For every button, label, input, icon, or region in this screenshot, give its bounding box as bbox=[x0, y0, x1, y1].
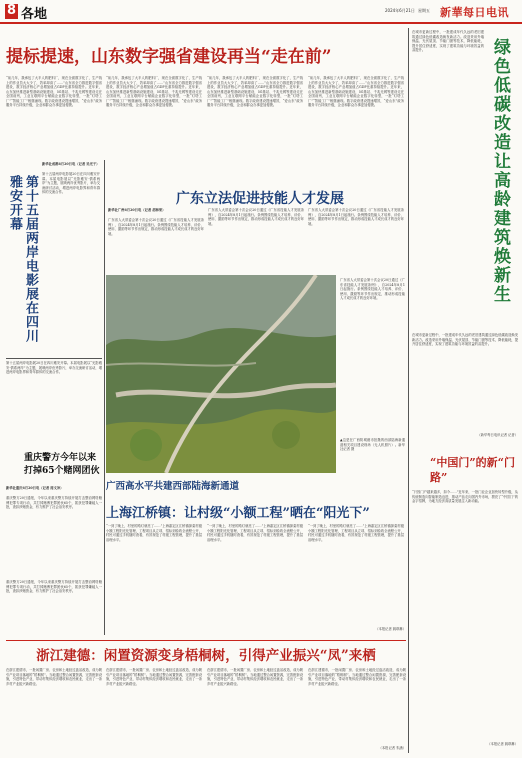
zhejiang-body-col1: 在浙江建德市，一批闲置厂房、农房和土地经过盘活改造，成为吸引产业项目落地的“梧桐树”。当地通过整合闲置资源，完善配套设施，引进特色产业，带动村集体经济增收和农民就业，走出了一条乡村产业振兴新路径。 bbox=[6, 668, 102, 686]
guangdong-continued: 广东省人大常委会第十次会议20日通过《广东省技能人才发展条例》，自2024年8月1日起施行。条例围绕技能人才培养、评价、使用、激励等环节作出规定，推动形成技能人才成长成才的良好环境。 bbox=[340, 278, 405, 300]
main-headline: 提标提速，山东数字强省建设再当“走在前” bbox=[6, 47, 332, 67]
chongqing-title: 重庆警方今年以来打掉65个赌网团伙 bbox=[24, 453, 100, 476]
guangdong-body-col3: 广东省人大常委会第十次会议20日通过《广东省技能人才发展条例》，自2024年8月1日起施行。条例围绕技能人才培养、评价、使用、激励等环节作出规定，推动形成技能人才成长成才的良好环境。 bbox=[308, 208, 404, 226]
issue-weekday: 星期五 bbox=[418, 8, 430, 13]
main-body-col4: “前几年，我承包了大半人的肥料厂，现在全面数字化了，生产线上的作业员大大少了，效率却高了……”山东省全力推进数字强省建设，数字经济核心产业增加值占GDP比重持续提升。近年来，山东加快推进新型基础设施建设，5G基站、千兆光网等建设走在全国前列，工业互联网平台赋能企业数字化转型，一批“灯塔工厂”“智能工厂”相继涌现。数字政府建设提速增效，“爱山东”政务服务平台持续升级，企业和群众办事更加便捷。 bbox=[308, 76, 404, 107]
guangdong-body-col2: 广东省人大常委会第十次会议20日通过《广东省技能人才发展条例》，自2024年8月1日起施行。条例围绕技能人才培养、评价、使用、激励等环节作出规定，推动形成技能人才成长成才的良好环境。 bbox=[208, 208, 304, 226]
chongqing-body: 重庆警方20日通报，今年以来重庆警方持续开展打击整治网络赌博犯罪专项行动，共打掉赌博犯罪团伙65个，抓获犯罪嫌疑人一批，查扣涉赌资金，有力维护了社会治安秩序。 bbox=[6, 496, 102, 509]
guangdong-title: 广东立法促进技能人才发展 bbox=[176, 191, 344, 207]
shanghai-title: 上海江桥镇：让村级“小额工程”晒在“阳光下” bbox=[106, 506, 370, 521]
china-door-reporter: （本报记者 姚琪琳） bbox=[487, 742, 518, 746]
news-photo bbox=[106, 275, 336, 473]
photo-caption: 广西高水平共建西部陆海新通道 bbox=[106, 481, 240, 492]
shanghai-reporter: （本报记者 姚琪琳） bbox=[375, 627, 406, 631]
green-building-body-b: 在城市更新过程中，一批建成年代久远的老旧建筑通过绿色低碳改造焕发新活力。改造采用外墙保温、光伏屋顶、节能门窗等技术，降低能耗，提升居住舒适度，实现了建筑功能与环境效益的双提升。 bbox=[412, 333, 518, 346]
issue-date: 2024年6月21日 bbox=[385, 8, 415, 13]
china-door-body: “只因门户越来越多，如今……”近年来，一批门业企业加快转型升级，从传统制造向智能制造迈进，推动产品走向国内外市场，擦亮了“中国门”的金字招牌，为地方经济高质量发展注入新动能。 bbox=[412, 490, 518, 503]
green-building-reporter: （新华每日电讯记者 记者） bbox=[477, 433, 518, 437]
zhejiang-top-rule bbox=[6, 640, 406, 641]
shanghai-body-col1: “一到了晚上，村里的路灯就亮了……”上海嘉定区江桥镇探索村级小额工程阳光化管理，工程项目从立项、招标到验收全流程公开，村民可通过手机随时查看，有效规范了村级工程管理，提升了基层治理水平。 bbox=[106, 524, 202, 542]
green-building-title: 绿色低碳改造让高龄建筑焕新生 bbox=[490, 38, 510, 304]
zhejiang-body-col4: 在浙江建德市，一批闲置厂房、农房和土地经过盘活改造，成为吸引产业项目落地的“梧桐树”。当地通过整合闲置资源，完善配套设施，引进特色产业，带动村集体经济增收和农民就业，走出了一条乡村产业振兴新路径。 bbox=[308, 668, 406, 686]
guangdong-byline: 新华社广州6月20日电（记者 胡林果） bbox=[108, 208, 166, 212]
header-rule bbox=[0, 22, 522, 24]
chongqing-continued: 重庆警方20日通报，今年以来重庆警方持续开展打击整治网络赌博犯罪专项行动，共打掉赌博犯罪团伙65个，抓获犯罪嫌疑人一批，查扣涉赌资金，有力维护了社会治安秩序。 bbox=[6, 580, 102, 593]
section-title: 各地 bbox=[21, 7, 48, 22]
main-body-col3: “前几年，我承包了大半人的肥料厂，现在全面数字化了，生产线上的作业员大大少了，效率却高了……”山东省全力推进数字强省建设，数字经济核心产业增加值占GDP比重持续提升。近年来，山东加快推进新型基础设施建设，5G基站、千兆光网等建设走在全国前列，工业互联网平台赋能企业数字化转型，一批“灯塔工厂”“智能工厂”相继涌现。数字政府建设提速增效，“爱山东”政务服务平台持续升级，企业和群众办事更加便捷。 bbox=[207, 76, 303, 107]
taiwan-film-continued: 第十五届两岸电影展20日在四川雅安开幕。本届电影展以“光影雅安·情系两岸”为主题，展映两岸优秀影片，举办交流研讨活动，增进两岸电影界和青年群体的交流合作。 bbox=[6, 361, 102, 374]
aerial-highway-photo bbox=[106, 275, 336, 473]
zhejiang-reporter: （本报记者 朱涵） bbox=[378, 746, 406, 750]
shanghai-body-col3: “一到了晚上，村里的路灯就亮了……”上海嘉定区江桥镇探索村级小额工程阳光化管理，工程项目从立项、招标到验收全流程公开，村民可通过手机随时查看，有效规范了村级工程管理，提升了基层治理水平。 bbox=[308, 524, 404, 542]
paper-logo: 新華每日电讯 bbox=[440, 6, 509, 19]
taiwan-film-title: 第十五届两岸电影展在四川雅安开幕 bbox=[7, 175, 38, 343]
zhejiang-body-col3: 在浙江建德市，一批闲置厂房、农房和土地经过盘活改造，成为吸引产业项目落地的“梧桐树”。当地通过整合闲置资源，完善配套设施，引进特色产业，带动村集体经济增收和农民就业，走出了一条乡村产业振兴新路径。 bbox=[207, 668, 303, 686]
taiwan-film-byline: 新华社成都6月20日电（记者 吴光于） bbox=[42, 162, 100, 166]
guangdong-body-col1: 广东省人大常委会第十次会议20日通过《广东省技能人才发展条例》，自2024年8月1日起施行。条例围绕技能人才培养、评价、使用、激励等环节作出规定，推动形成技能人才成长成才的良好环境。 bbox=[108, 218, 204, 236]
divider bbox=[6, 358, 102, 359]
column-divider bbox=[104, 160, 105, 635]
china-door-title: “中国门”的新“门路” bbox=[430, 456, 515, 484]
column-divider bbox=[408, 28, 409, 753]
page-number: 8 bbox=[6, 3, 17, 18]
shanghai-body-col2: “一到了晚上，村里的路灯就亮了……”上海嘉定区江桥镇探索村级小额工程阳光化管理，工程项目从立项、招标到验收全流程公开，村民可通过手机随时查看，有效规范了村级工程管理，提升了基层治理水平。 bbox=[207, 524, 303, 542]
green-building-body-a: 在城市更新过程中，一批建成年代久远的老旧建筑通过绿色低碳改造焕发新活力。改造采用外墙保温、光伏屋顶、节能门窗等技术，降低能耗，提升居住舒适度，实现了建筑功能与环境效益的双提升。 bbox=[412, 30, 484, 52]
taiwan-film-body: 第十五届两岸电影展20日在四川雅安开幕。本届电影展以“光影雅安·情系两岸”为主题，展映两岸优秀影片，举办交流研讨活动，增进两岸电影界和青年群体的交流合作。 bbox=[42, 172, 100, 194]
zhejiang-body-col2: 在浙江建德市，一批闲置厂房、农房和土地经过盘活改造，成为吸引产业项目落地的“梧桐树”。当地通过整合闲置资源，完善配套设施，引进特色产业，带动村集体经济增收和农民就业，走出了一条乡村产业振兴新路径。 bbox=[106, 668, 202, 686]
chongqing-byline: 新华社重庆6月20日电（记者 周文冲） bbox=[6, 486, 64, 490]
main-body-col2: “前几年，我承包了大半人的肥料厂，现在全面数字化了，生产线上的作业员大大少了，效率却高了……”山东省全力推进数字强省建设，数字经济核心产业增加值占GDP比重持续提升。近年来，山东加快推进新型基础设施建设，5G基站、千兆光网等建设走在全国前列，工业互联网平台赋能企业数字化转型，一批“灯塔工厂”“智能工厂”相继涌现。数字政府建设提速增效，“爱山东”政务服务平台持续升级，企业和群众办事更加便捷。 bbox=[106, 76, 202, 107]
photo-credit: ▲这是在广西防城港市拍摄的西部陆海新通道相关项目建设现场（无人机照片）。新华社记者 摄 bbox=[340, 438, 405, 451]
main-body-col1: “前几年，我承包了大半人的肥料厂，现在全面数字化了，生产线上的作业员大大少了，效率却高了……”山东省全力推进数字强省建设，数字经济核心产业增加值占GDP比重持续提升。近年来，山东加快推进新型基础设施建设，5G基站、千兆光网等建设走在全国前列，工业互联网平台赋能企业数字化转型，一批“灯塔工厂”“智能工厂”相继涌现。数字政府建设提速增效，“爱山东”政务服务平台持续升级，企业和群众办事更加便捷。 bbox=[6, 76, 102, 107]
zhejiang-title: 浙江建德：闲置资源变身梧桐树，引得产业振兴“凤”来栖 bbox=[36, 648, 376, 664]
